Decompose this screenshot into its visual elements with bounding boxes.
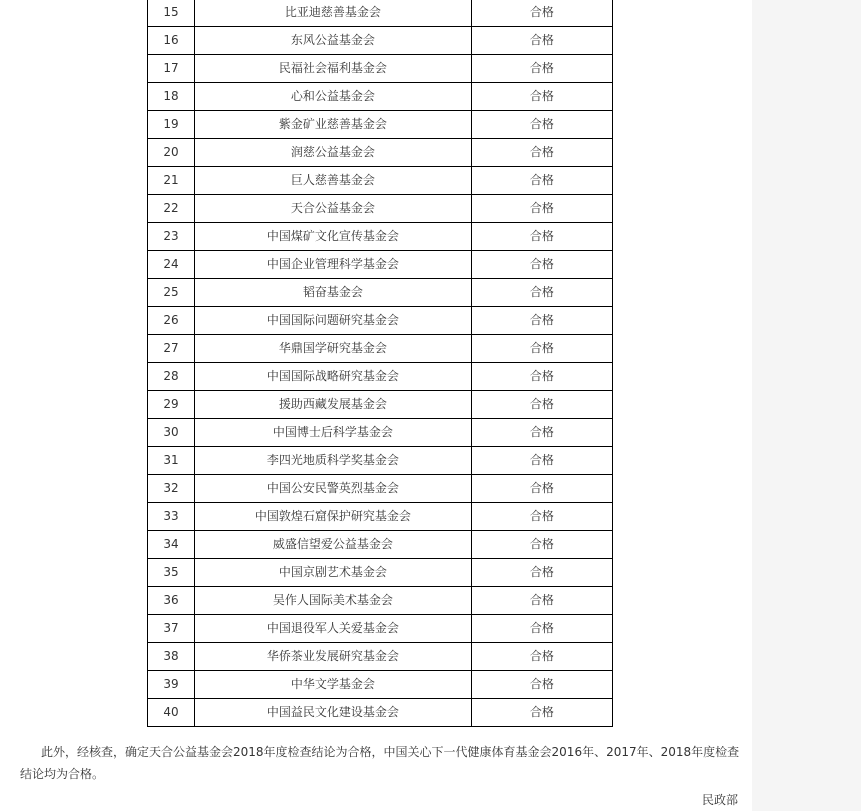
foundation-name: 华鼎国学研究基金会 — [195, 335, 472, 363]
foundation-name: 中国国际问题研究基金会 — [195, 307, 472, 335]
table-row — [148, 447, 613, 475]
row-number: 33 — [148, 503, 195, 531]
table-row — [148, 643, 613, 671]
table-row — [148, 559, 613, 587]
table-row — [148, 699, 613, 727]
row-number: 21 — [148, 167, 195, 195]
table-row — [148, 55, 613, 83]
foundation-name: 中国国际战略研究基金会 — [195, 363, 472, 391]
inspection-result: 合格 — [471, 279, 612, 307]
inspection-result: 合格 — [471, 391, 612, 419]
table-row — [148, 419, 613, 447]
table-row — [148, 0, 613, 27]
table-row — [148, 307, 613, 335]
inspection-result: 合格 — [471, 223, 612, 251]
foundation-name: 韬奋基金会 — [195, 279, 472, 307]
row-number: 15 — [148, 0, 195, 27]
table-row — [148, 195, 613, 223]
supplementary-note: 此外，经核查，确定天合公益基金会2018年度检查结论为合格，中国关心下一代健康体育基金会2016年、2017年、2018年度检查结论均为合格。 — [20, 745, 740, 781]
foundation-name: 天合公益基金会 — [195, 195, 472, 223]
table-row — [148, 111, 613, 139]
foundation-name: 李四光地质科学奖基金会 — [195, 447, 472, 475]
inspection-result: 合格 — [471, 615, 612, 643]
row-number: 31 — [148, 447, 195, 475]
table-row — [148, 223, 613, 251]
foundation-name: 民福社会福利基金会 — [195, 55, 472, 83]
row-number: 40 — [148, 699, 195, 727]
row-number: 36 — [148, 587, 195, 615]
table-row — [148, 139, 613, 167]
foundation-name: 心和公益基金会 — [195, 83, 472, 111]
foundation-name: 中国博士后科学基金会 — [195, 419, 472, 447]
foundation-name: 紫金矿业慈善基金会 — [195, 111, 472, 139]
inspection-result: 合格 — [471, 195, 612, 223]
inspection-result: 合格 — [471, 27, 612, 55]
row-number: 19 — [148, 111, 195, 139]
inspection-result: 合格 — [471, 363, 612, 391]
table-row — [148, 503, 613, 531]
foundation-name: 华侨茶业发展研究基金会 — [195, 643, 472, 671]
table-row — [148, 531, 613, 559]
table-body — [148, 0, 613, 727]
inspection-result: 合格 — [471, 503, 612, 531]
table-row — [148, 391, 613, 419]
foundation-name: 中华文学基金会 — [195, 671, 472, 699]
row-number: 37 — [148, 615, 195, 643]
issuer-signature: 民政部 — [702, 793, 739, 807]
row-number: 17 — [148, 55, 195, 83]
table-row — [148, 615, 613, 643]
row-number: 34 — [148, 531, 195, 559]
inspection-result: 合格 — [471, 55, 612, 83]
right-gutter — [752, 0, 861, 811]
table-row — [148, 587, 613, 615]
inspection-result: 合格 — [471, 531, 612, 559]
foundation-name: 中国公安民警英烈基金会 — [195, 475, 472, 503]
table-row — [148, 251, 613, 279]
row-number: 16 — [148, 27, 195, 55]
inspection-result: 合格 — [471, 419, 612, 447]
foundation-name: 中国敦煌石窟保护研究基金会 — [195, 503, 472, 531]
foundation-name: 中国京剧艺术基金会 — [195, 559, 472, 587]
foundation-name: 东风公益基金会 — [195, 27, 472, 55]
row-number: 39 — [148, 671, 195, 699]
row-number: 29 — [148, 391, 195, 419]
foundation-name: 比亚迪慈善基金会 — [195, 0, 472, 27]
inspection-result: 合格 — [471, 671, 612, 699]
inspection-result: 合格 — [471, 83, 612, 111]
inspection-result: 合格 — [471, 447, 612, 475]
row-number: 32 — [148, 475, 195, 503]
inspection-result: 合格 — [471, 167, 612, 195]
foundation-name: 援助西藏发展基金会 — [195, 391, 472, 419]
foundation-name: 中国企业管理科学基金会 — [195, 251, 472, 279]
inspection-result: 合格 — [471, 251, 612, 279]
inspection-result: 合格 — [471, 139, 612, 167]
foundation-name: 润慈公益基金会 — [195, 139, 472, 167]
foundation-name: 中国煤矿文化宣传基金会 — [195, 223, 472, 251]
row-number: 28 — [148, 363, 195, 391]
row-number: 30 — [148, 419, 195, 447]
table-row — [148, 27, 613, 55]
inspection-result: 合格 — [471, 643, 612, 671]
row-number: 26 — [148, 307, 195, 335]
table-row — [148, 475, 613, 503]
table-row — [148, 671, 613, 699]
row-number: 20 — [148, 139, 195, 167]
row-number: 27 — [148, 335, 195, 363]
inspection-results-table — [147, 0, 613, 727]
inspection-result: 合格 — [471, 0, 612, 27]
inspection-result: 合格 — [471, 587, 612, 615]
foundation-name: 吴作人国际美术基金会 — [195, 587, 472, 615]
row-number: 22 — [148, 195, 195, 223]
row-number: 18 — [148, 83, 195, 111]
foundation-name: 中国益民文化建设基金会 — [195, 699, 472, 727]
table-row — [148, 363, 613, 391]
inspection-result: 合格 — [471, 335, 612, 363]
inspection-result: 合格 — [471, 111, 612, 139]
inspection-result: 合格 — [471, 699, 612, 727]
inspection-result: 合格 — [471, 475, 612, 503]
row-number: 24 — [148, 251, 195, 279]
table-row — [148, 167, 613, 195]
table-row — [148, 83, 613, 111]
foundation-name: 威盛信望爱公益基金会 — [195, 531, 472, 559]
foundation-name: 巨人慈善基金会 — [195, 167, 472, 195]
table-row — [148, 279, 613, 307]
inspection-result: 合格 — [471, 307, 612, 335]
foundation-name: 中国退役军人关爱基金会 — [195, 615, 472, 643]
row-number: 25 — [148, 279, 195, 307]
inspection-result: 合格 — [471, 559, 612, 587]
row-number: 23 — [148, 223, 195, 251]
row-number: 38 — [148, 643, 195, 671]
table-row — [148, 335, 613, 363]
row-number: 35 — [148, 559, 195, 587]
